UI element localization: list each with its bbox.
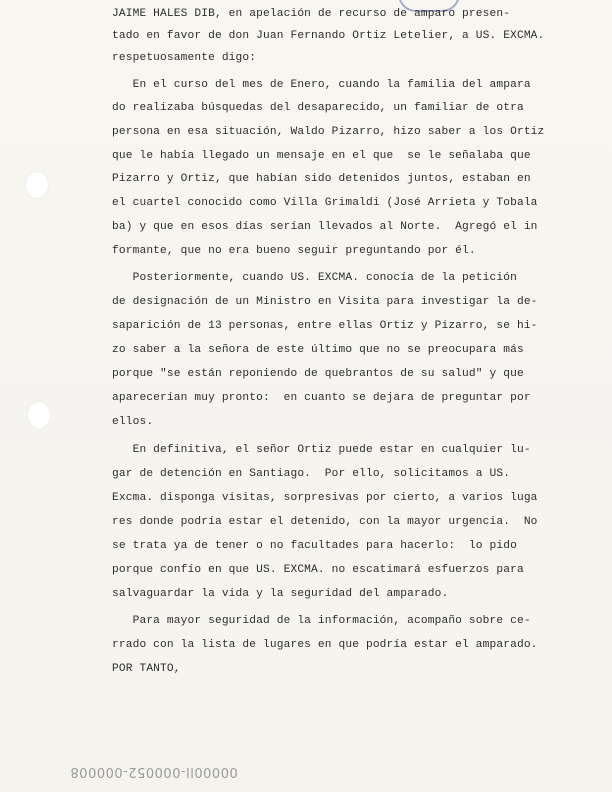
text-line: tado en favor de don Juan Fernando Ortiz Letelier, a US. EXCMA. xyxy=(112,30,545,42)
text-line: Para mayor seguridad de la información, acompaño sobre ce- xyxy=(112,615,531,627)
punch-hole-bottom xyxy=(28,402,50,428)
text-line: ba) y que en esos días serían llevados al Norte. Agregó el in xyxy=(112,221,538,233)
text-line: Posteriormente, cuando US. EXCMA. conocía de la petición xyxy=(112,272,517,284)
text-line: salvaguardar la vida y la seguridad del amparado. xyxy=(112,588,449,600)
text-line: En el curso del mes de Enero, cuando la familia del ampara xyxy=(112,79,531,91)
text-line: se trata ya de tener o no facultades para hacerlo: lo pido xyxy=(112,540,517,552)
text-line: Pizarro y Ortiz, que habían sido detenidos juntos, estaban en xyxy=(112,173,531,185)
punch-hole-top xyxy=(26,172,48,198)
text-line: que le había llegado un mensaje en el que se le señalaba que xyxy=(112,150,531,162)
text-line: res donde podría estar el detenido, con la mayor urgencia. No xyxy=(112,516,538,528)
text-line: porque "se están reponiendo de quebrantos de su salud" y que xyxy=(112,368,524,380)
text-line: do realizaba búsquedas del desaparecido, un familiar de otra xyxy=(112,102,524,114)
text-line: zo saber a la señora de este último que no se preocupara más xyxy=(112,344,524,356)
text-line: saparición de 13 personas, entre ellas Ortiz y Pizarro, se hi- xyxy=(112,320,538,332)
text-line: ellos. xyxy=(112,416,154,428)
text-line: respetuosamente digo: xyxy=(112,52,257,64)
text-line: de designación de un Ministro en Visita para investigar la de- xyxy=(112,296,538,308)
text-line: En definitiva, el señor Ortiz puede estar en cualquier lu- xyxy=(112,444,531,456)
text-line: gar de detención en Santiago. Por ello, solicitamos a US. xyxy=(112,468,511,480)
text-line: Excma. disponga visitas, sorpresivas por cierto, a varios luga xyxy=(112,492,538,504)
text-line: JAIME HALES DIB, en apelación de recurso de amparo presen- xyxy=(112,8,511,20)
text-line: rrado con la lista de lugares en que podría estar el amparado. xyxy=(112,639,538,651)
text-line: POR TANTO, xyxy=(112,663,181,675)
text-line: formante, que no era bueno seguir preguntando por él. xyxy=(112,245,476,257)
archive-code: 00000ll-000052-000008 xyxy=(70,764,238,779)
text-line: porque confío en que US. EXCMA. no escatimará esfuerzos para xyxy=(112,564,524,576)
text-line: el cuartel conocido como Villa Grimaldi (José Arrieta y Tobala xyxy=(112,197,538,209)
text-line: aparecerían muy pronto: en cuanto se dejara de preguntar por xyxy=(112,392,531,404)
document-body xyxy=(112,0,572,675)
text-line: persona en esa situación, Waldo Pizarro, hizo saber a los Ortiz xyxy=(112,126,545,138)
